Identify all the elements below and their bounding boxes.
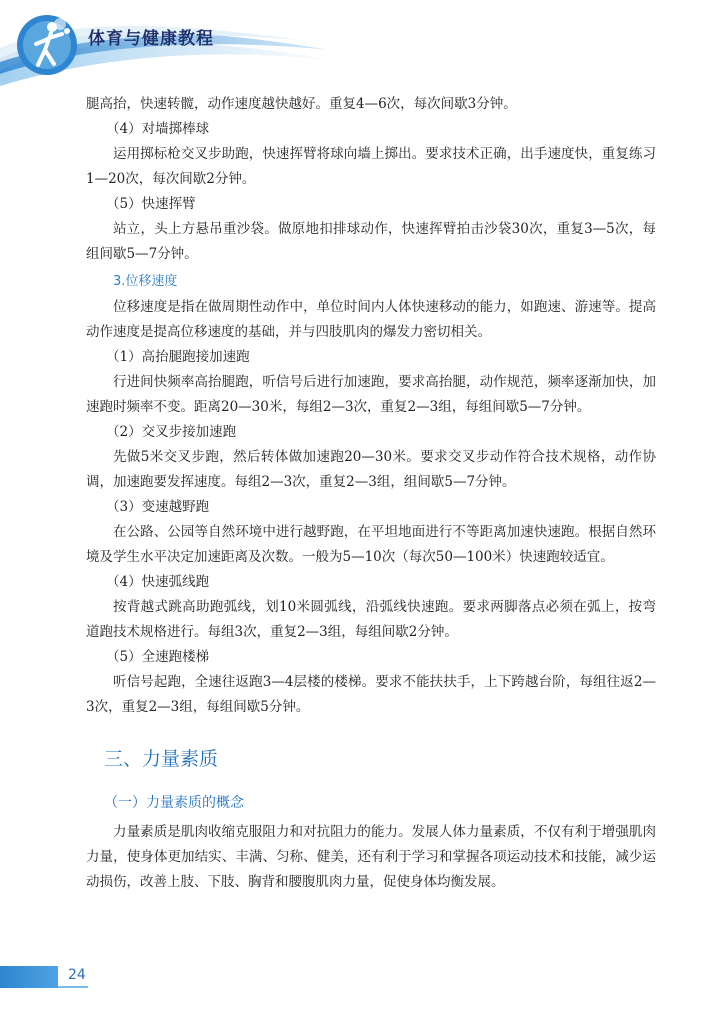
page-content (86, 92, 656, 895)
page-footer (0, 966, 728, 996)
item-title: （4）快速弧线跑 (106, 574, 210, 590)
book-title: 体育与健康教程 (88, 29, 214, 49)
page-header (0, 0, 728, 86)
page-number: 24 (68, 967, 86, 983)
subsection-heading-strength-concept: （一）力量素质的概念 (104, 795, 244, 811)
item-text: 在公路、公园等自然环境中进行越野跑，在平坦地面进行不等距离加速快速跑。根据自然环境及学生水平决定加速距离及次数。一般为5—10次（每次50—100米）快速跑较适宜。 (86, 524, 656, 565)
paragraph-continuation: 腿高抬，快速转髋，动作速度越快越好。重复4—6次，每次间歇3分钟。 (86, 96, 517, 112)
item-title: （4）对墙掷棒球 (106, 121, 210, 137)
subsection-heading-displacement-speed: 3.位移速度 (113, 274, 178, 289)
item-text: 先做5米交叉步跑，然后转体做加速跑20—30米。要求交叉步动作符合技术规格，动作协调，加速跑要发挥速度。每组2—3次，重复2—3组，组间歇5—7分钟。 (86, 449, 656, 490)
item-title: （5）全速跑楼梯 (106, 649, 210, 665)
paragraph-intro: 位移速度是指在做周期性动作中，单位时间内人体快速移动的能力，如跑速、游速等。提高动作速度是提高位移速度的基础，并与四肢肌肉的爆发力密切相关。 (86, 299, 656, 340)
item-title: （2）交叉步接加速跑 (106, 424, 237, 440)
footer-accent-bar (0, 966, 58, 988)
table-tennis-player-icon (12, 10, 82, 80)
item-title: （5）快速挥臂 (106, 196, 196, 212)
item-text: 行进间快频率高抬腿跑，听信号后进行加速跑，要求高抬腿，动作规范，频率逐渐加快，加速跑时频率不变。距离20—30米，每组2—3次，重复2—3组，每组间歇5—7分钟。 (86, 374, 656, 415)
item-text: 站立，头上方悬吊重沙袋。做原地扣排球动作，快速挥臂拍击沙袋30次，重复3—5次，每组间歇5—7分钟。 (86, 221, 656, 262)
section-heading-strength: 三、力量素质 (104, 748, 219, 770)
item-text: 按背越式跳高助跑弧线，划10米圆弧线，沿弧线快速跑。要求两脚落点必须在弧上，按弯道跑技术规格进行。每组3次，重复2—3组，每组间歇2分钟。 (86, 599, 656, 640)
item-text: 听信号起跑，全速往返跑3—4层楼的楼梯。要求不能扶扶手，上下跨越台阶，每组往返2—3次，重复2—3组，每组间歇5分钟。 (86, 674, 656, 715)
footer-divider (58, 986, 88, 988)
item-text: 运用掷标枪交叉步助跑，快速挥臂将球向墙上掷出。要求技术正确，出手速度快，重复练习1—20次，每次间歇2分钟。 (86, 146, 656, 187)
item-title: （1）高抬腿跑接加速跑 (106, 349, 250, 365)
item-title: （3）变速越野跑 (106, 499, 210, 515)
paragraph-strength-concept: 力量素质是肌肉收缩克服阻力和对抗阻力的能力。发展人体力量素质，不仅有利于增强肌肉力量，使身体更加结实、丰满、匀称、健美，还有利于学习和掌握各项运动技术和技能，减少运动损伤，改善上肢、下肢、胸背和腰腹肌肉力量，促使身体均衡发展。 (86, 824, 656, 890)
